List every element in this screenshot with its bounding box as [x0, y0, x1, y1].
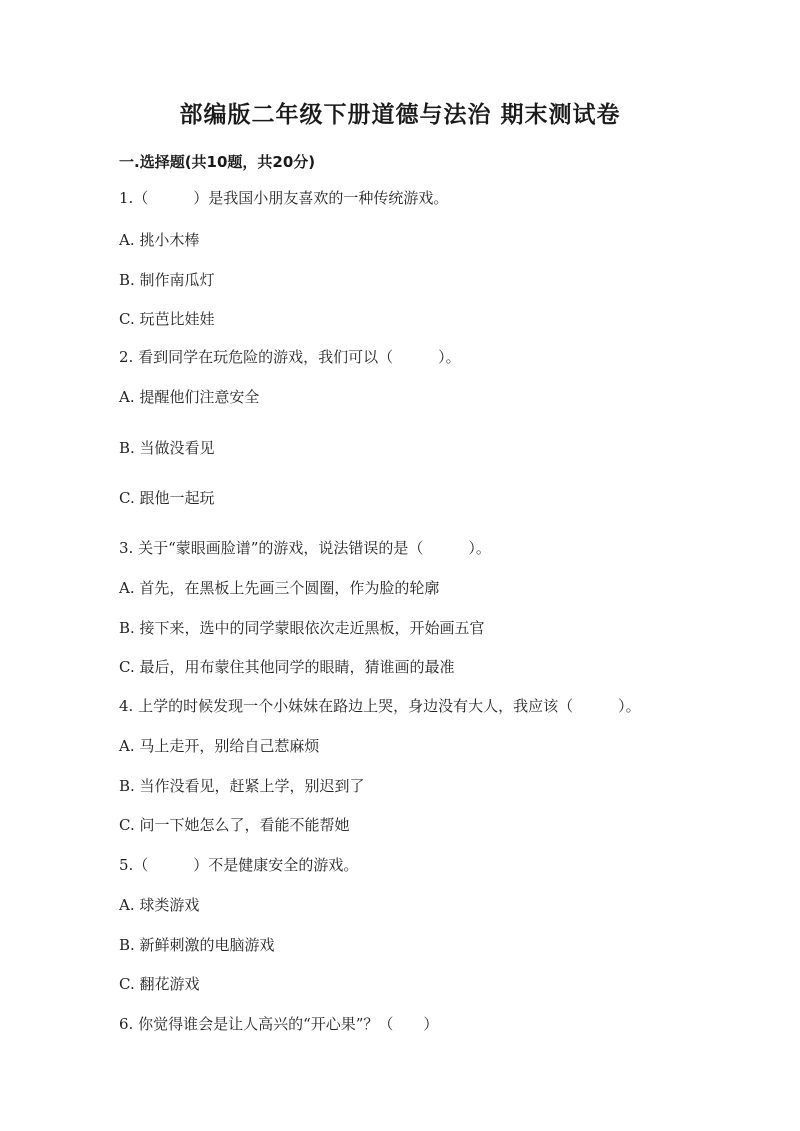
question-5-stem: 5.（ ）不是健康安全的游戏。	[119, 856, 359, 874]
question-6-stem: 6. 你觉得谁会是让人高兴的“开心果”？（ ）	[119, 1015, 439, 1033]
question-4-option-a: A. 马上走开，别给自己惹麻烦	[119, 737, 320, 755]
question-3-option-c: C. 最后，用布蒙住其他同学的眼睛，猜谁画的最准	[119, 658, 455, 676]
question-4-option-c: C. 问一下她怎么了，看能不能帮她	[119, 816, 350, 834]
question-4-stem: 4. 上学的时候发现一个小妹妹在路边上哭，身边没有大人，我应该（ ）。	[119, 697, 641, 715]
question-2-option-c: C. 跟他一起玩	[119, 489, 215, 507]
question-3-option-a: A. 首先，在黑板上先画三个圆圈，作为脸的轮廓	[119, 579, 440, 597]
question-3-option-b: B. 接下来，选中的同学蒙眼依次走近黑板，开始画五官	[119, 619, 485, 637]
section-heading: 一.选择题(共10题，共20分)	[119, 153, 316, 171]
question-5-option-a: A. 球类游戏	[119, 896, 200, 914]
question-2-option-b: B. 当做没看见	[119, 439, 215, 457]
question-4-option-b: B. 当作没看见，赶紧上学，别迟到了	[119, 777, 365, 795]
question-5-option-c: C. 翻花游戏	[119, 975, 200, 993]
question-1-option-b: B. 制作南瓜灯	[119, 271, 215, 289]
question-5-option-b: B. 新鲜刺激的电脑游戏	[119, 936, 275, 954]
page-title: 部编版二年级下册道德与法治 期末测试卷	[179, 102, 621, 128]
question-2-stem: 2. 看到同学在玩危险的游戏，我们可以（ ）。	[119, 348, 461, 366]
question-1-stem: 1.（ ）是我国小朋友喜欢的一种传统游戏。	[119, 189, 449, 207]
question-1-option-c: C. 玩芭比娃娃	[119, 310, 215, 328]
question-1-option-a: A. 挑小木棒	[119, 231, 200, 249]
question-2-option-a: A. 提醒他们注意安全	[119, 388, 260, 406]
question-3-stem: 3. 关于“蒙眼画脸谱”的游戏，说法错误的是（ ）。	[119, 539, 491, 557]
